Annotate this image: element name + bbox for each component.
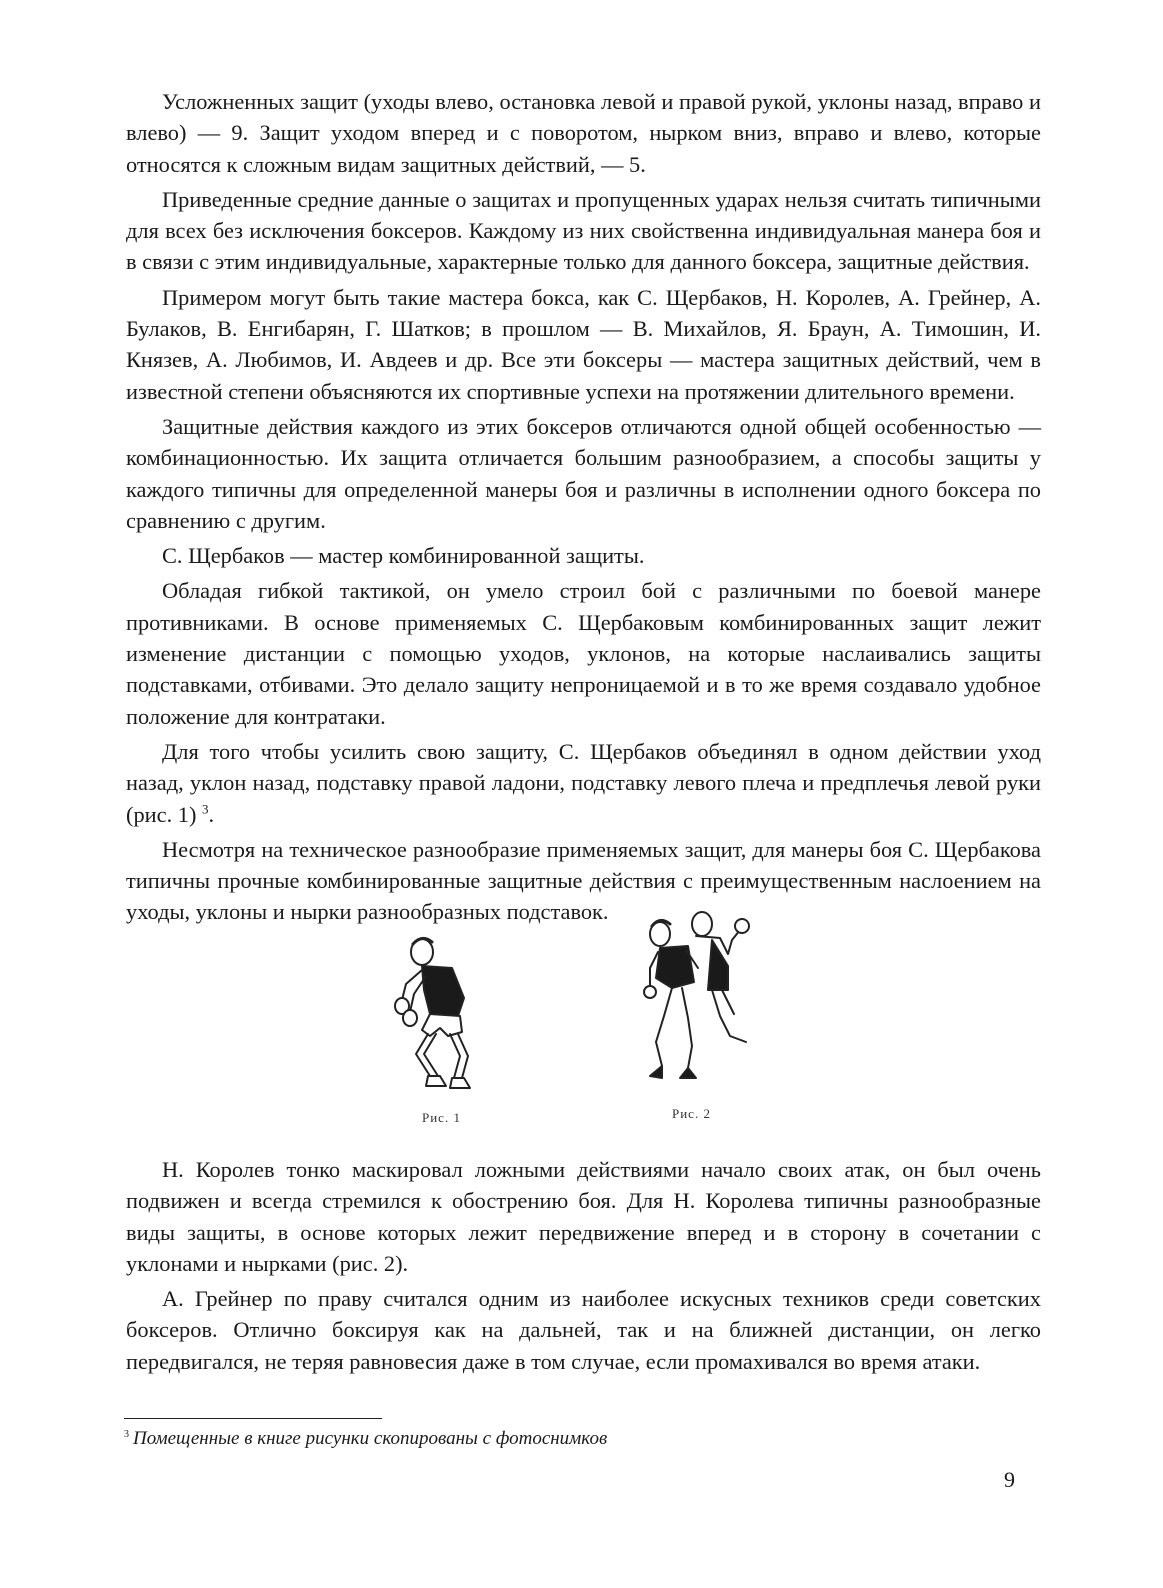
figure-1 <box>380 920 490 1100</box>
footnote-divider <box>124 1418 382 1419</box>
paragraph: С. Щербаков — мастер комбинированной защиты. <box>162 543 645 569</box>
paragraph: А. Грейнер по праву считался одним из наиболее искусных техников среди советских боксеров. Отлично боксируя как на дальней, так и на ближней дистанции, он легко передвигался, не теряя равновесия даже в том случае, если промахивался во время атаки. <box>126 1286 1041 1374</box>
main-text-top <box>126 86 1041 932</box>
figure-2 <box>642 906 772 1106</box>
paragraph: Примером могут быть такие мастера бокса, как С. Щербаков, Н. Королев, А. Грейнер, А. Булаков, В. Енгибарян, Г. Шатков; в прошлом — В. Михайлов, Я. Браун, А. Тимошин, И. Князев, А. Любимов, И. Авдеев и др. Все эти боксеры — мастера защитных действий, чем в известной степени объясняются их спортивные успехи на протяжении длительного времени. <box>126 284 1041 404</box>
paragraph-with-footnote-ref: Для того чтобы усилить свою защиту, С. Щербаков объединял в одном действии уход назад, уклон назад, подставку правой ладони, подставку левого плеча и предплечья левой руки (рис. 1) $^3$. <box>126 738 1041 827</box>
footnote-number: 3 <box>124 1428 129 1440</box>
paragraph: Усложненных защит (уходы влево, остановка левой и правой рукой, уклоны назад, вправо и влево) — 9. Защит уходом вперед и с поворотом, нырком вниз, вправо и влево, которые относятся к сложным видам защитных действий, — 5. <box>126 89 1041 177</box>
footnote-reference: 3 <box>202 801 209 817</box>
paragraph-text: Для того чтобы усилить свою защиту, С. Щербаков объединял в одном действии уход назад, уклон назад, подставку правой ладони, подставку левого плеча и предплечья левой руки (рис. 1) <box>126 738 1041 827</box>
main-text-bottom <box>126 1154 1041 1381</box>
boxer-illustration-1 <box>380 920 490 1100</box>
paragraph: Несмотря на техническое разнообразие применяемых защит, для манеры боя С. Щербакова типичны прочные комбинированные защитные действия с преимущественным наслоением на уходы, уклоны и нырки разнообразных подставок. <box>126 836 1041 925</box>
footnote <box>124 1428 607 1450</box>
paragraph: Обладая гибкой тактикой, он умело строил бой с различными по боевой манере противниками. В основе применяемых С. Щербаковым комбинированных защит лежит изменение дистанции с помощью уходов, уклонов, на которые наслаивались защиты подставками, отбивами. Это делало защиту непроницаемой и в то же время создавало удобное положение для контратаки. <box>126 578 1041 729</box>
paragraph: Приведенные средние данные о защитах и пропущенных ударах нельзя считать типичными для всех без исключения боксеров. Каждому из них свойственна индивидуальная манера боя и в связи с этим индивидуальные, характерные только для данного боксера, защитные действия. <box>126 186 1041 275</box>
figure-1-caption: Рис. 1 <box>422 1110 461 1125</box>
boxer-illustration-2 <box>642 906 772 1106</box>
paragraph: Защитные действия каждого из этих боксеров отличаются одной общей особенностью — комбинационностью. Их защита отличается большим разнообразием, а способы защиты у каждого типичны для определенной манеры боя и различны в исполнении одного боксера по сравнению с другим. <box>126 413 1041 533</box>
figures-area <box>380 920 800 1130</box>
figure-2-caption: Рис. 2 <box>672 1106 711 1121</box>
footnote-text: Помещенные в книге рисунки скопированы с фотоснимков <box>133 1428 608 1449</box>
page-number: 9 <box>1004 1467 1015 1492</box>
paragraph: Н. Королев тонко маскировал ложными действиями начало своих атак, он был очень подвижен и всегда стремился к обострению боя. Для Н. Королева типичны разнообразные виды защиты, в основе которых лежит передвижение вперед и в сторону в сочетании с уклонами и нырками (рис. 2). <box>126 1157 1041 1276</box>
